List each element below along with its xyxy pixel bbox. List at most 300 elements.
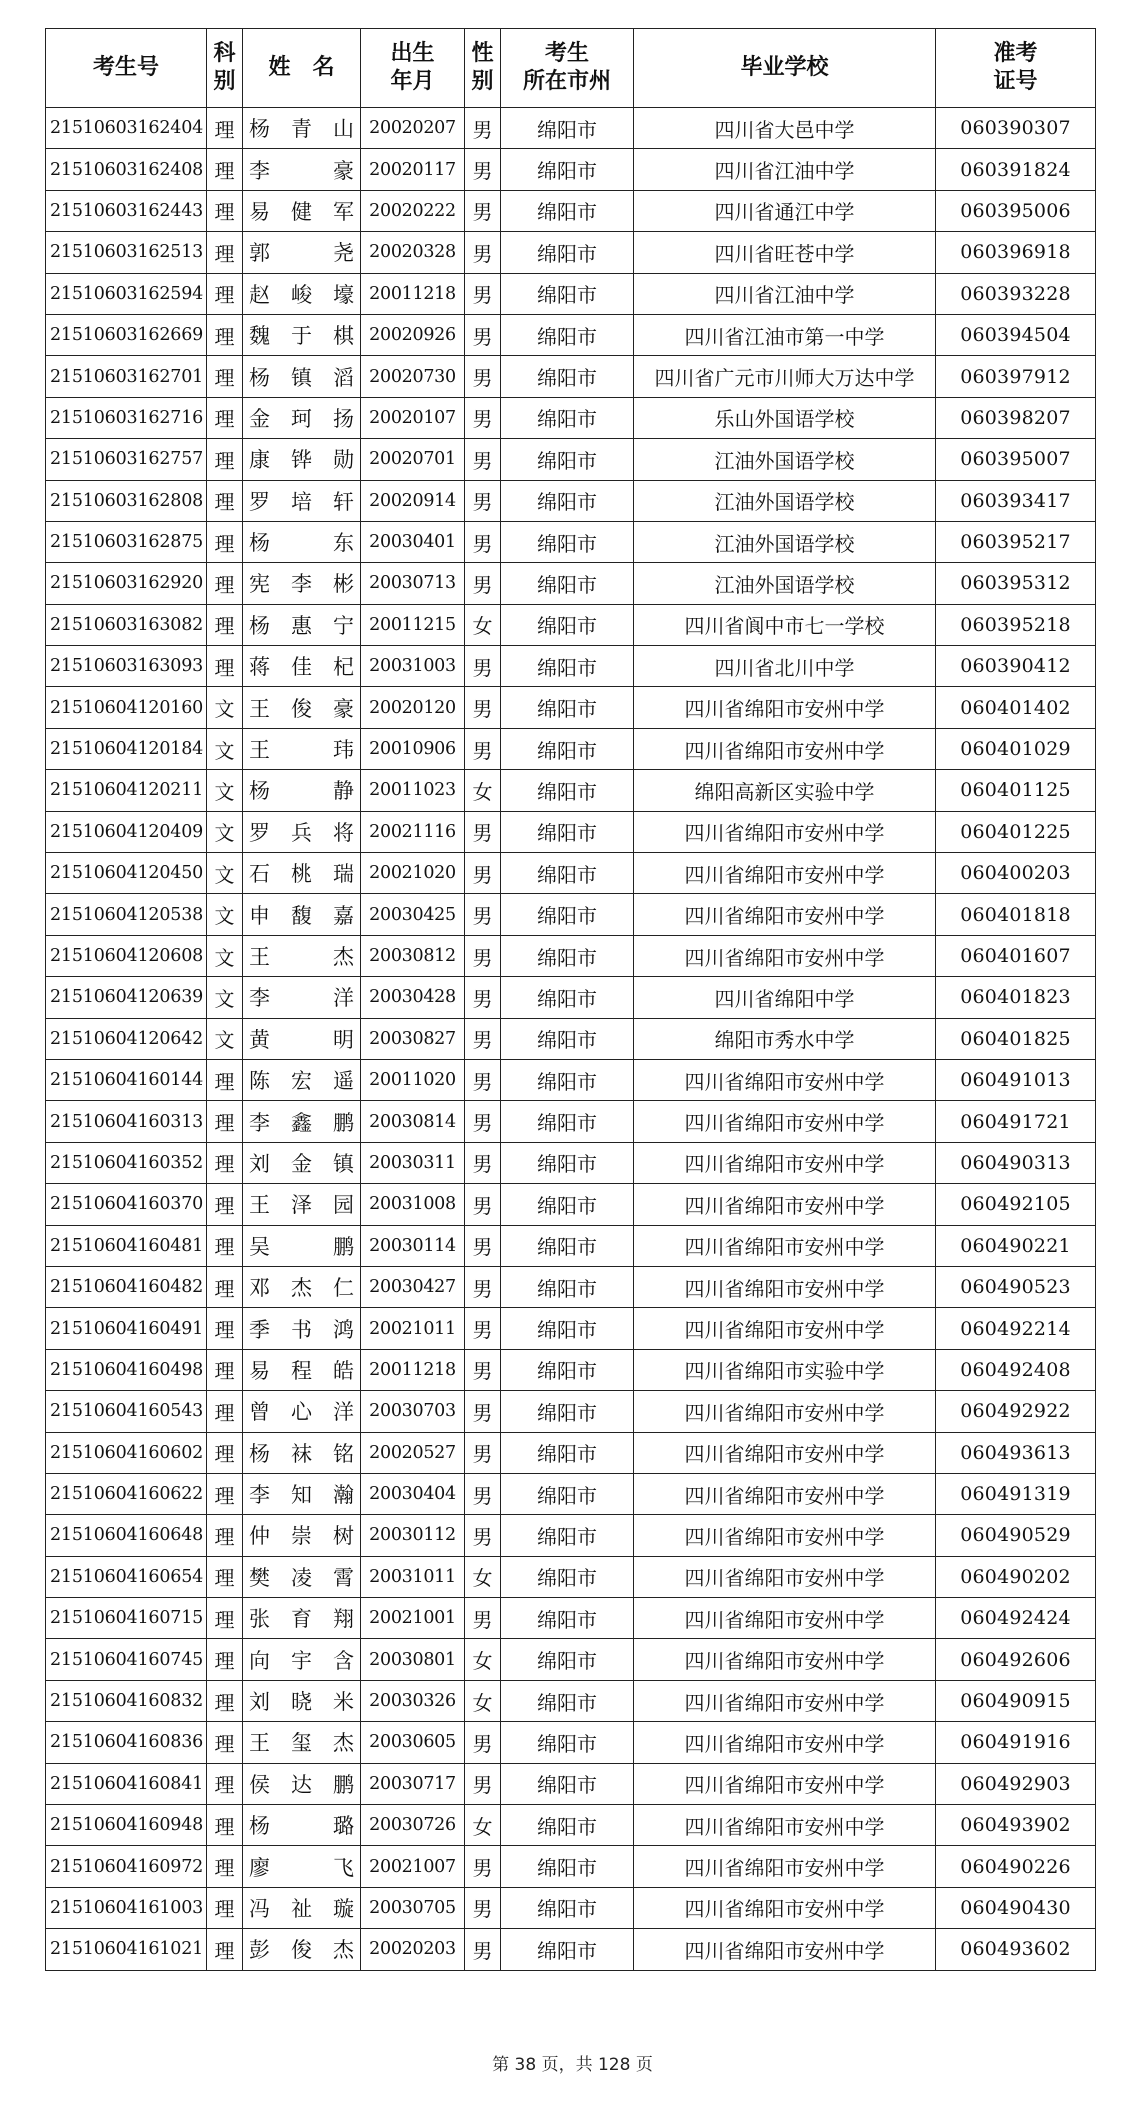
- ticket-cell: 060490221: [936, 1225, 1096, 1266]
- header-subject: 科 别: [207, 29, 243, 108]
- student-id-cell: 21510604160352: [46, 1142, 207, 1183]
- city-cell: 绵阳市: [501, 1142, 634, 1183]
- student-id-cell: 21510604120160: [46, 687, 207, 728]
- ticket-cell: 060490430: [936, 1887, 1096, 1928]
- header-row: [46, 29, 1096, 108]
- name-cell: 王 杰: [243, 935, 361, 976]
- student-id-cell: 21510604160972: [46, 1846, 207, 1887]
- birth-cell: 20021020: [361, 853, 465, 894]
- table-row: [46, 1018, 1096, 1059]
- ticket-cell: 060493602: [936, 1929, 1096, 1970]
- subject-cell: 理: [207, 356, 243, 397]
- birth-cell: 20030812: [361, 935, 465, 976]
- school-cell: 四川省绵阳市安州中学: [634, 1473, 936, 1514]
- ticket-cell: 060401402: [936, 687, 1096, 728]
- name-cell: 侯 达 鹏: [243, 1763, 361, 1804]
- name-cell: 杨 镇 滔: [243, 356, 361, 397]
- student-id-cell: 21510603162808: [46, 480, 207, 521]
- name-cell: 易 健 军: [243, 190, 361, 231]
- birth-cell: 20020926: [361, 314, 465, 355]
- subject-cell: 理: [207, 149, 243, 190]
- school-cell: 四川省绵阳市安州中学: [634, 1680, 936, 1721]
- table-row: [46, 356, 1096, 397]
- name-cell: 李 豪: [243, 149, 361, 190]
- student-id-cell: 21510604120538: [46, 894, 207, 935]
- subject-cell: 文: [207, 977, 243, 1018]
- name-cell: 赵 峻 壕: [243, 273, 361, 314]
- ticket-cell: 060395218: [936, 604, 1096, 645]
- birth-cell: 20021001: [361, 1598, 465, 1639]
- student-id-cell: 21510604160144: [46, 1059, 207, 1100]
- sex-cell: 男: [465, 1473, 501, 1514]
- city-cell: 绵阳市: [501, 273, 634, 314]
- school-cell: 四川省大邑中学: [634, 108, 936, 149]
- sex-cell: 男: [465, 853, 501, 894]
- name-cell: 杨 东: [243, 521, 361, 562]
- subject-cell: 文: [207, 811, 243, 852]
- subject-cell: 理: [207, 1266, 243, 1307]
- name-cell: 王 玮: [243, 728, 361, 769]
- birth-cell: 20030705: [361, 1887, 465, 1928]
- city-cell: 绵阳市: [501, 1432, 634, 1473]
- name-cell: 王 泽 园: [243, 1184, 361, 1225]
- subject-cell: 文: [207, 894, 243, 935]
- sex-cell: 男: [465, 1515, 501, 1556]
- sex-cell: 男: [465, 1308, 501, 1349]
- table-row: [46, 894, 1096, 935]
- city-cell: 绵阳市: [501, 1722, 634, 1763]
- sex-cell: 男: [465, 1266, 501, 1307]
- ticket-cell: 060401823: [936, 977, 1096, 1018]
- subject-cell: 理: [207, 1763, 243, 1804]
- birth-cell: 20020914: [361, 480, 465, 521]
- table-row: [46, 977, 1096, 1018]
- student-id-cell: 21510603162875: [46, 521, 207, 562]
- ticket-cell: 060491721: [936, 1101, 1096, 1142]
- ticket-cell: 060490226: [936, 1846, 1096, 1887]
- ticket-cell: 060401607: [936, 935, 1096, 976]
- school-cell: 四川省绵阳市安州中学: [634, 1432, 936, 1473]
- subject-cell: 文: [207, 1018, 243, 1059]
- school-cell: 四川省绵阳市安州中学: [634, 1929, 936, 1970]
- subject-cell: 理: [207, 1805, 243, 1846]
- ticket-cell: 060390307: [936, 108, 1096, 149]
- name-cell: 杨 静: [243, 770, 361, 811]
- student-id-cell: 21510604160622: [46, 1473, 207, 1514]
- school-cell: 江油外国语学校: [634, 563, 936, 604]
- student-id-cell: 21510603162594: [46, 273, 207, 314]
- school-cell: 四川省绵阳市安州中学: [634, 1391, 936, 1432]
- student-id-cell: 21510603162757: [46, 439, 207, 480]
- subject-cell: 理: [207, 439, 243, 480]
- subject-cell: 理: [207, 521, 243, 562]
- city-cell: 绵阳市: [501, 811, 634, 852]
- student-id-cell: 21510604161021: [46, 1929, 207, 1970]
- ticket-cell: 060492903: [936, 1763, 1096, 1804]
- birth-cell: 20011020: [361, 1059, 465, 1100]
- birth-cell: 20020107: [361, 397, 465, 438]
- sex-cell: 男: [465, 728, 501, 769]
- table-row: [46, 190, 1096, 231]
- subject-cell: 文: [207, 853, 243, 894]
- sex-cell: 男: [465, 1184, 501, 1225]
- school-cell: 四川省绵阳市安州中学: [634, 935, 936, 976]
- table-row: [46, 480, 1096, 521]
- subject-cell: 理: [207, 1473, 243, 1514]
- school-cell: 四川省绵阳市实验中学: [634, 1349, 936, 1390]
- name-cell: 彭 俊 杰: [243, 1929, 361, 1970]
- name-cell: 申 馥 嘉: [243, 894, 361, 935]
- table-row: [46, 1142, 1096, 1183]
- sex-cell: 男: [465, 273, 501, 314]
- student-id-cell: 21510604120642: [46, 1018, 207, 1059]
- city-cell: 绵阳市: [501, 563, 634, 604]
- birth-cell: 20011215: [361, 604, 465, 645]
- subject-cell: 理: [207, 190, 243, 231]
- sex-cell: 男: [465, 397, 501, 438]
- birth-cell: 20030801: [361, 1639, 465, 1680]
- school-cell: 四川省江油中学: [634, 149, 936, 190]
- subject-cell: 理: [207, 563, 243, 604]
- sex-cell: 女: [465, 1556, 501, 1597]
- table-row: [46, 108, 1096, 149]
- birth-cell: 20020120: [361, 687, 465, 728]
- ticket-cell: 060492105: [936, 1184, 1096, 1225]
- school-cell: 四川省通江中学: [634, 190, 936, 231]
- student-id-cell: 21510604160482: [46, 1266, 207, 1307]
- subject-cell: 理: [207, 1432, 243, 1473]
- header-city: 考生 所在市州: [501, 29, 634, 108]
- city-cell: 绵阳市: [501, 1639, 634, 1680]
- student-id-cell: 21510603162701: [46, 356, 207, 397]
- name-cell: 郭 尧: [243, 232, 361, 273]
- name-cell: 宪 李 彬: [243, 563, 361, 604]
- birth-cell: 20020527: [361, 1432, 465, 1473]
- subject-cell: 理: [207, 1184, 243, 1225]
- sex-cell: 男: [465, 1349, 501, 1390]
- name-cell: 仲 崇 树: [243, 1515, 361, 1556]
- sex-cell: 女: [465, 1680, 501, 1721]
- school-cell: 四川省绵阳市安州中学: [634, 687, 936, 728]
- birth-cell: 20030404: [361, 1473, 465, 1514]
- student-id-cell: 21510604120639: [46, 977, 207, 1018]
- table-row: [46, 521, 1096, 562]
- name-cell: 邓 杰 仁: [243, 1266, 361, 1307]
- school-cell: 四川省绵阳市安州中学: [634, 1059, 936, 1100]
- student-id-cell: 21510604160313: [46, 1101, 207, 1142]
- school-cell: 绵阳市秀水中学: [634, 1018, 936, 1059]
- sex-cell: 男: [465, 563, 501, 604]
- ticket-cell: 060401125: [936, 770, 1096, 811]
- city-cell: 绵阳市: [501, 1515, 634, 1556]
- ticket-cell: 060492424: [936, 1598, 1096, 1639]
- header-school: 毕业学校: [634, 29, 936, 108]
- ticket-cell: 060393228: [936, 273, 1096, 314]
- name-cell: 魏 于 棋: [243, 314, 361, 355]
- table-row: [46, 604, 1096, 645]
- city-cell: 绵阳市: [501, 1018, 634, 1059]
- table-header: [46, 29, 1096, 108]
- name-cell: 易 程 皓: [243, 1349, 361, 1390]
- sex-cell: 男: [465, 439, 501, 480]
- ticket-cell: 060401825: [936, 1018, 1096, 1059]
- table-row: [46, 1929, 1096, 1970]
- table-row: [46, 1225, 1096, 1266]
- name-cell: 李 洋: [243, 977, 361, 1018]
- sex-cell: 男: [465, 356, 501, 397]
- school-cell: 江油外国语学校: [634, 439, 936, 480]
- student-id-cell: 21510604160836: [46, 1722, 207, 1763]
- school-cell: 四川省绵阳市安州中学: [634, 1308, 936, 1349]
- subject-cell: 文: [207, 935, 243, 976]
- ticket-cell: 060395007: [936, 439, 1096, 480]
- table-row: [46, 563, 1096, 604]
- city-cell: 绵阳市: [501, 232, 634, 273]
- school-cell: 四川省绵阳市安州中学: [634, 1101, 936, 1142]
- birth-cell: 20020701: [361, 439, 465, 480]
- name-cell: 季 书 鸿: [243, 1308, 361, 1349]
- student-id-cell: 21510604120184: [46, 728, 207, 769]
- city-cell: 绵阳市: [501, 646, 634, 687]
- city-cell: 绵阳市: [501, 1680, 634, 1721]
- sex-cell: 男: [465, 314, 501, 355]
- sex-cell: 男: [465, 935, 501, 976]
- city-cell: 绵阳市: [501, 770, 634, 811]
- student-id-cell: 21510604120211: [46, 770, 207, 811]
- ticket-cell: 060398207: [936, 397, 1096, 438]
- sex-cell: 女: [465, 1639, 501, 1680]
- sex-cell: 男: [465, 149, 501, 190]
- ticket-cell: 060492214: [936, 1308, 1096, 1349]
- table-row: [46, 1266, 1096, 1307]
- table-row: [46, 1846, 1096, 1887]
- table-row: [46, 1059, 1096, 1100]
- sex-cell: 女: [465, 604, 501, 645]
- ticket-cell: 060400203: [936, 853, 1096, 894]
- table-row: [46, 1473, 1096, 1514]
- subject-cell: 理: [207, 1059, 243, 1100]
- ticket-cell: 060492606: [936, 1639, 1096, 1680]
- name-cell: 王 玺 杰: [243, 1722, 361, 1763]
- school-cell: 四川省绵阳市安州中学: [634, 1722, 936, 1763]
- sex-cell: 男: [465, 1101, 501, 1142]
- city-cell: 绵阳市: [501, 190, 634, 231]
- ticket-cell: 060390412: [936, 646, 1096, 687]
- birth-cell: 20020222: [361, 190, 465, 231]
- school-cell: 四川省绵阳市安州中学: [634, 1763, 936, 1804]
- student-id-cell: 21510604160654: [46, 1556, 207, 1597]
- subject-cell: 文: [207, 770, 243, 811]
- table-row: [46, 1763, 1096, 1804]
- header-ticket: 准考 证号: [936, 29, 1096, 108]
- birth-cell: 20030428: [361, 977, 465, 1018]
- name-cell: 吴 鹏: [243, 1225, 361, 1266]
- ticket-cell: 060395312: [936, 563, 1096, 604]
- table-row: [46, 687, 1096, 728]
- city-cell: 绵阳市: [501, 1473, 634, 1514]
- sex-cell: 男: [465, 232, 501, 273]
- table-row: [46, 935, 1096, 976]
- school-cell: 江油外国语学校: [634, 521, 936, 562]
- admission-list-sheet: [45, 28, 1095, 1971]
- sex-cell: 男: [465, 480, 501, 521]
- subject-cell: 理: [207, 1101, 243, 1142]
- city-cell: 绵阳市: [501, 1225, 634, 1266]
- header-name: 姓 名: [243, 29, 361, 108]
- ticket-cell: 060395217: [936, 521, 1096, 562]
- ticket-cell: 060401225: [936, 811, 1096, 852]
- name-cell: 蒋 佳 杞: [243, 646, 361, 687]
- student-id-cell: 21510604160715: [46, 1598, 207, 1639]
- subject-cell: 理: [207, 646, 243, 687]
- birth-cell: 20030703: [361, 1391, 465, 1432]
- birth-cell: 20030605: [361, 1722, 465, 1763]
- table-row: [46, 1308, 1096, 1349]
- ticket-cell: 060394504: [936, 314, 1096, 355]
- city-cell: 绵阳市: [501, 1805, 634, 1846]
- student-id-cell: 21510604160948: [46, 1805, 207, 1846]
- subject-cell: 理: [207, 1929, 243, 1970]
- city-cell: 绵阳市: [501, 397, 634, 438]
- subject-cell: 理: [207, 604, 243, 645]
- header-sex: 性 别: [465, 29, 501, 108]
- city-cell: 绵阳市: [501, 1763, 634, 1804]
- student-id-cell: 21510604160602: [46, 1432, 207, 1473]
- student-id-cell: 21510603162920: [46, 563, 207, 604]
- school-cell: 绵阳高新区实验中学: [634, 770, 936, 811]
- ticket-cell: 060490202: [936, 1556, 1096, 1597]
- sex-cell: 男: [465, 521, 501, 562]
- city-cell: 绵阳市: [501, 149, 634, 190]
- city-cell: 绵阳市: [501, 1887, 634, 1928]
- school-cell: 四川省绵阳市安州中学: [634, 1225, 936, 1266]
- subject-cell: 理: [207, 1846, 243, 1887]
- table-row: [46, 1598, 1096, 1639]
- school-cell: 四川省绵阳市安州中学: [634, 1142, 936, 1183]
- sex-cell: 男: [465, 977, 501, 1018]
- name-cell: 金 珂 扬: [243, 397, 361, 438]
- table-row: [46, 314, 1096, 355]
- birth-cell: 20011218: [361, 273, 465, 314]
- city-cell: 绵阳市: [501, 521, 634, 562]
- city-cell: 绵阳市: [501, 356, 634, 397]
- birth-cell: 20031003: [361, 646, 465, 687]
- birth-cell: 20021116: [361, 811, 465, 852]
- city-cell: 绵阳市: [501, 604, 634, 645]
- table-body: [46, 108, 1096, 1971]
- school-cell: 四川省绵阳市安州中学: [634, 1515, 936, 1556]
- header-birth: 出生 年月: [361, 29, 465, 108]
- name-cell: 康 铧 勋: [243, 439, 361, 480]
- birth-cell: 20030427: [361, 1266, 465, 1307]
- table-row: [46, 1101, 1096, 1142]
- subject-cell: 理: [207, 1225, 243, 1266]
- sex-cell: 男: [465, 1763, 501, 1804]
- subject-cell: 理: [207, 1598, 243, 1639]
- ticket-cell: 060490915: [936, 1680, 1096, 1721]
- birth-cell: 20030717: [361, 1763, 465, 1804]
- city-cell: 绵阳市: [501, 1846, 634, 1887]
- school-cell: 四川省绵阳市安州中学: [634, 1639, 936, 1680]
- city-cell: 绵阳市: [501, 935, 634, 976]
- school-cell: 四川省绵阳市安州中学: [634, 1598, 936, 1639]
- name-cell: 向 宇 含: [243, 1639, 361, 1680]
- subject-cell: 理: [207, 1515, 243, 1556]
- table-row: [46, 149, 1096, 190]
- sex-cell: 男: [465, 687, 501, 728]
- school-cell: 四川省绵阳市安州中学: [634, 1846, 936, 1887]
- name-cell: 杨 璐: [243, 1805, 361, 1846]
- subject-cell: 理: [207, 108, 243, 149]
- sex-cell: 男: [465, 646, 501, 687]
- school-cell: 四川省绵阳市安州中学: [634, 894, 936, 935]
- table-row: [46, 1639, 1096, 1680]
- name-cell: 罗 培 轩: [243, 480, 361, 521]
- ticket-cell: 060391824: [936, 149, 1096, 190]
- student-id-cell: 21510604160841: [46, 1763, 207, 1804]
- city-cell: 绵阳市: [501, 1184, 634, 1225]
- birth-cell: 20021007: [361, 1846, 465, 1887]
- student-id-cell: 21510604160543: [46, 1391, 207, 1432]
- city-cell: 绵阳市: [501, 1556, 634, 1597]
- sex-cell: 男: [465, 190, 501, 231]
- sex-cell: 男: [465, 1598, 501, 1639]
- birth-cell: 20020203: [361, 1929, 465, 1970]
- birth-cell: 20030827: [361, 1018, 465, 1059]
- ticket-cell: 060401029: [936, 728, 1096, 769]
- school-cell: 四川省绵阳市安州中学: [634, 811, 936, 852]
- school-cell: 四川省阆中市七一学校: [634, 604, 936, 645]
- birth-cell: 20020207: [361, 108, 465, 149]
- city-cell: 绵阳市: [501, 439, 634, 480]
- ticket-cell: 060493613: [936, 1432, 1096, 1473]
- table-row: [46, 853, 1096, 894]
- name-cell: 刘 金 镇: [243, 1142, 361, 1183]
- birth-cell: 20030814: [361, 1101, 465, 1142]
- subject-cell: 理: [207, 1349, 243, 1390]
- subject-cell: 理: [207, 1556, 243, 1597]
- student-id-cell: 21510604160832: [46, 1680, 207, 1721]
- name-cell: 廖 飞: [243, 1846, 361, 1887]
- subject-cell: 理: [207, 1722, 243, 1763]
- subject-cell: 理: [207, 1308, 243, 1349]
- name-cell: 杨 惠 宁: [243, 604, 361, 645]
- name-cell: 冯 祉 璇: [243, 1887, 361, 1928]
- school-cell: 四川省旺苍中学: [634, 232, 936, 273]
- city-cell: 绵阳市: [501, 728, 634, 769]
- table-row: [46, 1805, 1096, 1846]
- city-cell: 绵阳市: [501, 853, 634, 894]
- city-cell: 绵阳市: [501, 1266, 634, 1307]
- school-cell: 四川省江油市第一中学: [634, 314, 936, 355]
- student-id-cell: 21510604120608: [46, 935, 207, 976]
- ticket-cell: 060491319: [936, 1473, 1096, 1514]
- table-row: [46, 646, 1096, 687]
- admission-table: [45, 28, 1096, 1971]
- student-id-cell: 21510603163093: [46, 646, 207, 687]
- student-id-cell: 21510604120450: [46, 853, 207, 894]
- school-cell: 四川省绵阳中学: [634, 977, 936, 1018]
- school-cell: 四川省绵阳市安州中学: [634, 1184, 936, 1225]
- city-cell: 绵阳市: [501, 1101, 634, 1142]
- school-cell: 乐山外国语学校: [634, 397, 936, 438]
- student-id-cell: 21510603162443: [46, 190, 207, 231]
- table-row: [46, 1432, 1096, 1473]
- name-cell: 罗 兵 将: [243, 811, 361, 852]
- ticket-cell: 060491013: [936, 1059, 1096, 1100]
- sex-cell: 男: [465, 811, 501, 852]
- city-cell: 绵阳市: [501, 1929, 634, 1970]
